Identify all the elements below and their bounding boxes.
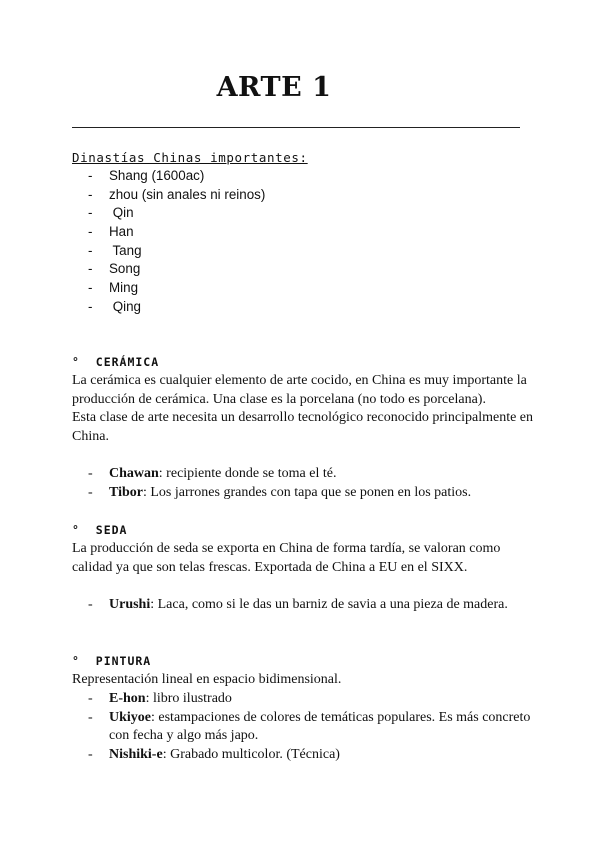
definition: : estampaciones de colores de temáticas populares. Es más concreto con fecha y algo más japo. [109, 709, 531, 744]
definition: : libro ilustrado [145, 691, 232, 706]
section-heading-pintura: ° PINTURA [72, 654, 152, 668]
paragraph: Esta clase de arte necesita un desarrollo tecnológico reconocido principalmente en China. [72, 410, 534, 445]
dash-marker: - [88, 261, 93, 277]
dash-marker: - [88, 224, 93, 240]
term: Ukiyoe [109, 709, 151, 725]
seda-list [88, 596, 538, 615]
list-item: - Qing [88, 298, 265, 317]
paragraph: La producción de seda se exporta en China de forma tardía, se valoran como calidad ya que son telas frescas. Exportada de China a EU en el SIXX. [72, 541, 501, 575]
dash-marker: - [88, 280, 93, 296]
section-heading-ceramica: ° CERÁMICA [72, 355, 160, 369]
page-title: ARTE 1 [216, 72, 332, 103]
term: Tibor [109, 484, 143, 500]
dash-marker: - [88, 691, 93, 706]
definition: : Los jarrones grandes con tapa que se ponen en los patios. [142, 484, 472, 500]
dash-marker: - [88, 597, 93, 612]
dash-marker: - [88, 747, 93, 763]
seda-text [72, 540, 542, 577]
dash-marker: - [88, 298, 93, 314]
list-item: - Ming [88, 279, 265, 298]
ceramica-list [88, 465, 538, 502]
list-item [88, 709, 538, 746]
list-item: - zhou (sin anales ni reinos) [88, 186, 265, 205]
list-item: - Song [88, 260, 265, 279]
pintura-text [72, 671, 542, 690]
dynasties-heading: Dinastías Chinas importantes: [72, 150, 308, 165]
dynasties-list [88, 167, 265, 317]
list-item [88, 746, 538, 765]
list-item [88, 690, 538, 709]
paragraph: La cerámica es cualquier elemento de arte cocido, en China es muy importante la producción de cerámica. Una clase es la porcelana (no todo es porcelana). [72, 373, 527, 407]
list-item: - Tang [88, 242, 265, 261]
dash-marker: - [88, 186, 93, 202]
dash-marker: - [88, 466, 93, 481]
dash-marker: - [88, 484, 93, 500]
ceramica-text [72, 372, 542, 447]
dash-marker: - [88, 242, 93, 258]
dash-marker: - [88, 205, 93, 221]
list-item: - Han [88, 223, 265, 242]
list-item [88, 465, 538, 484]
definition: : Laca, como si le das un barniz de savia a una pieza de madera. [150, 597, 508, 612]
pintura-list [88, 690, 538, 765]
term: Urushi [109, 597, 151, 612]
section-heading-seda: ° SEDA [72, 523, 128, 537]
term: Nishiki-e [109, 747, 163, 763]
definition: : Grabado multicolor. (Técnica) [162, 747, 340, 763]
dash-marker: - [88, 168, 93, 183]
list-item: - Qin [88, 204, 265, 223]
definition: : recipiente donde se toma el té. [158, 466, 337, 481]
term: Chawan [109, 466, 159, 481]
list-item [88, 596, 538, 615]
title-divider [72, 127, 520, 128]
dash-marker: - [88, 709, 93, 725]
term: E-hon [109, 691, 146, 706]
list-item [88, 484, 538, 503]
list-item: - Shang (1600ac) [88, 167, 265, 186]
paragraph: Representación lineal en espacio bidimensional. [72, 672, 342, 687]
